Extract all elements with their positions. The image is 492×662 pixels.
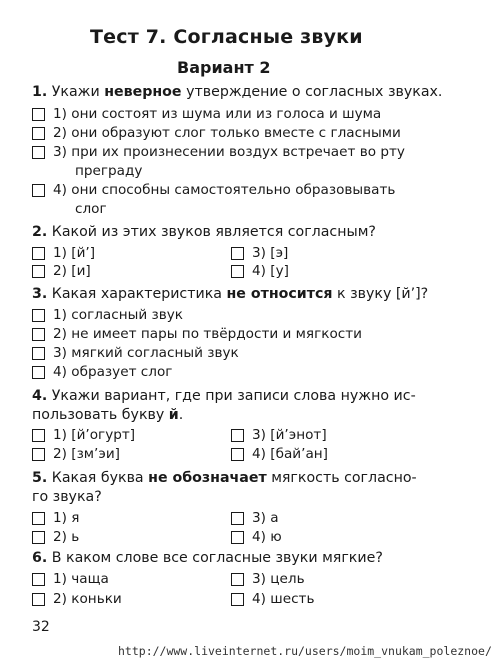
q1-option-3[interactable]: 3) при их произнесении воздух встречает во рту (32, 143, 405, 161)
q4-option-3[interactable]: 3) [й’энот] (231, 426, 327, 444)
q4-option-1[interactable]: 1) [й’огурт] (32, 426, 135, 444)
question-4: 4. Укажи вариант, где при записи слова нужно ис- (32, 388, 416, 404)
checkbox[interactable] (32, 146, 45, 159)
checkbox[interactable] (32, 593, 45, 606)
q5-option-3[interactable]: 3) а (231, 509, 279, 527)
variant-title: Вариант 2 (177, 58, 271, 77)
q4-option-4[interactable]: 4) [бай’ан] (231, 445, 328, 463)
q1-option-1[interactable]: 1) они состоят из шума или из голоса и шума (32, 105, 381, 123)
q5-option-4[interactable]: 4) ю (231, 528, 282, 546)
checkbox[interactable] (32, 347, 45, 360)
q3-option-4[interactable]: 4) образует слог (32, 363, 172, 381)
q2-option-4[interactable]: 4) [у] (231, 262, 289, 280)
checkbox[interactable] (32, 328, 45, 341)
checkbox[interactable] (231, 531, 244, 544)
q5-option-2[interactable]: 2) ь (32, 528, 79, 546)
checkbox[interactable] (32, 309, 45, 322)
q3-option-3[interactable]: 3) мягкий согласный звук (32, 344, 239, 362)
question-3: 3. Какая характеристика не относится к звуку [й’]? (32, 286, 429, 302)
checkbox[interactable] (32, 448, 45, 461)
q6-option-1[interactable]: 1) чаща (32, 570, 109, 588)
checkbox[interactable] (231, 429, 244, 442)
q3-option-1[interactable]: 1) согласный звук (32, 306, 183, 324)
q5-option-1[interactable]: 1) я (32, 509, 79, 527)
checkbox[interactable] (32, 512, 45, 525)
q1-option-4[interactable]: 4) они способны самостоятельно образовывать (32, 181, 395, 199)
checkbox[interactable] (231, 247, 244, 260)
question-6: 6. В каком слове все согласные звуки мягкие? (32, 550, 383, 566)
q2-option-1[interactable]: 1) [й’] (32, 244, 95, 262)
q4-option-2[interactable]: 2) [зм’эи] (32, 445, 120, 463)
checkbox[interactable] (231, 448, 244, 461)
q3-option-2[interactable]: 2) не имеет пары по твёрдости и мягкости (32, 325, 362, 343)
checkbox[interactable] (231, 573, 244, 586)
q6-option-4[interactable]: 4) шесть (231, 590, 314, 608)
checkbox[interactable] (231, 593, 244, 606)
q1-option-3-continuation: преграду (75, 163, 143, 179)
checkbox[interactable] (32, 366, 45, 379)
checkbox[interactable] (32, 108, 45, 121)
question-2: 2. Какой из этих звуков является согласным? (32, 224, 376, 240)
q6-option-3[interactable]: 3) цель (231, 570, 305, 588)
checkbox[interactable] (32, 247, 45, 260)
checkbox[interactable] (231, 265, 244, 278)
question-5: 5. Какая буква не обозначает мягкость согласно- (32, 470, 417, 486)
question-5-line-2: го звука? (32, 489, 102, 505)
checkbox[interactable] (32, 429, 45, 442)
page-number: 32 (32, 619, 50, 635)
checkbox[interactable] (32, 531, 45, 544)
source-url[interactable]: http://www.liveinternet.ru/users/moim_vnukam_poleznoe/ (118, 644, 492, 658)
q6-option-2[interactable]: 2) коньки (32, 590, 122, 608)
q1-option-2[interactable]: 2) они образуют слог только вместе с гласными (32, 124, 401, 142)
checkbox[interactable] (231, 512, 244, 525)
page-title: Тест 7. Согласные звуки (90, 26, 363, 48)
checkbox[interactable] (32, 184, 45, 197)
q2-option-3[interactable]: 3) [э] (231, 244, 288, 262)
question-1: 1. Укажи неверное утверждение о согласных звуках. (32, 84, 443, 100)
question-4-line-2: пользовать букву й. (32, 407, 184, 423)
q2-option-2[interactable]: 2) [и] (32, 262, 91, 280)
checkbox[interactable] (32, 127, 45, 140)
q1-option-4-continuation: слог (75, 201, 107, 217)
checkbox[interactable] (32, 573, 45, 586)
checkbox[interactable] (32, 265, 45, 278)
